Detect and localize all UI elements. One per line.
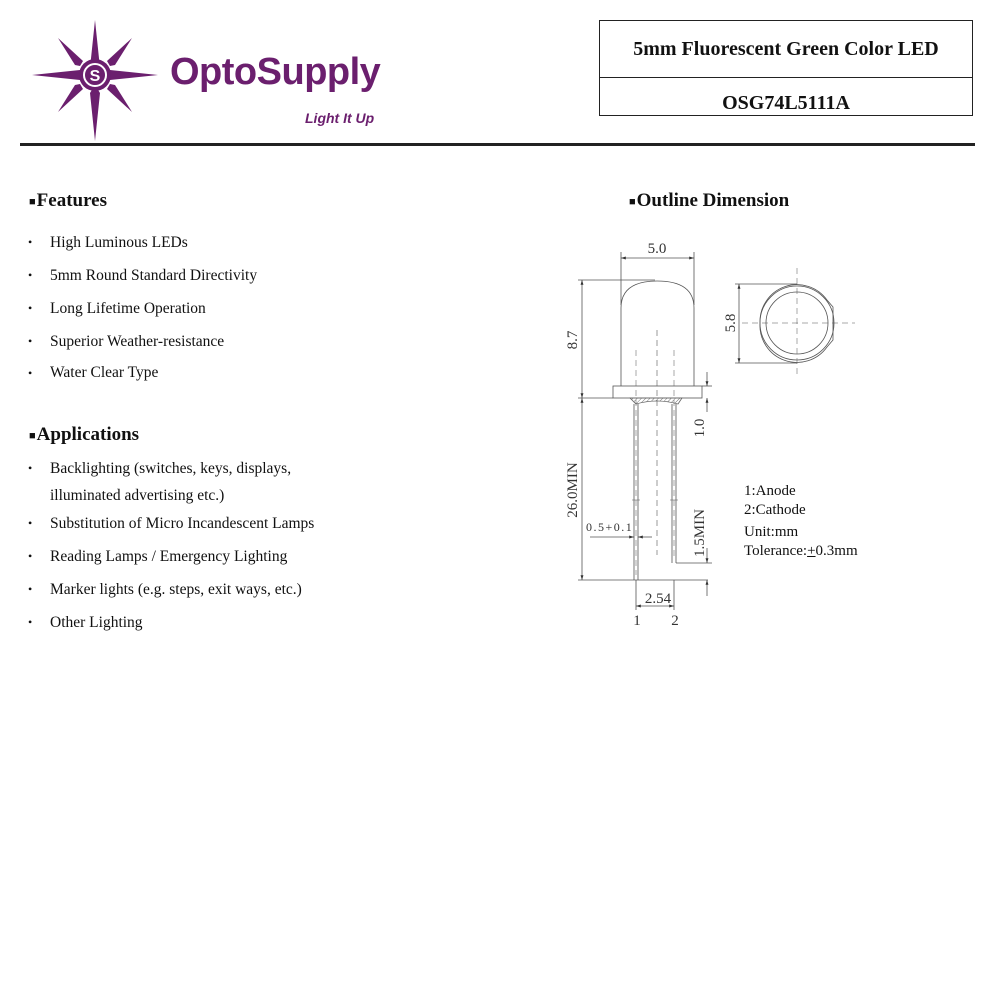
applications-heading: ■Applications — [29, 424, 140, 445]
dim-flange-to-lead: 1.0 — [692, 418, 708, 438]
list-item: • Long Lifetime Operation — [28, 292, 257, 325]
applications-list — [28, 455, 314, 639]
dim-lead-length: 26.0MIN — [565, 462, 581, 518]
pin-1-label: 1 — [633, 613, 641, 629]
brand-name: OptoSupply — [170, 51, 381, 93]
square-bullet-icon: ■ — [29, 430, 36, 442]
part-number: OSG74L5111A — [722, 92, 850, 114]
list-item: • Other Lighting — [28, 606, 314, 639]
product-title: 5mm Fluorescent Green Color LED — [600, 21, 972, 78]
dim-lead-offset: 1.5MIN — [692, 509, 708, 557]
dim-height: 8.7 — [565, 330, 581, 350]
pin2-note: 2:Cathode — [744, 502, 806, 518]
square-bullet-icon: ■ — [629, 196, 636, 208]
pin1-note: 1:Anode — [744, 483, 796, 499]
header-divider — [20, 143, 975, 146]
list-item: • Backlighting (switches, keys, displays, illuminated advertising etc.) — [28, 455, 314, 509]
features-list — [28, 226, 257, 388]
unit-note: Unit:mm — [744, 524, 799, 540]
product-title-box — [599, 20, 973, 116]
list-item: • Water Clear Type — [28, 358, 257, 388]
list-item: • 5mm Round Standard Directivity — [28, 259, 257, 292]
dim-lead-diameter: 0.5+0.1 — [586, 520, 634, 534]
list-item: • Marker lights (e.g. steps, exit ways, etc.) — [28, 573, 314, 606]
dim-pitch: 2.54 — [644, 591, 672, 607]
outline-heading: ■Outline Dimension — [629, 190, 790, 211]
tolerance-note: Tolerance:+0.3mm — [744, 543, 858, 559]
company-logo — [30, 18, 390, 143]
square-bullet-icon: ■ — [29, 196, 36, 208]
compass-star-icon — [30, 18, 160, 143]
led-outline-drawing — [560, 230, 880, 630]
pin-2-label: 2 — [671, 613, 679, 629]
list-item: • Substitution of Micro Incandescent Lamps — [28, 507, 314, 540]
features-heading: ■Features — [29, 190, 108, 211]
pin-notes — [744, 482, 858, 561]
list-item: • Reading Lamps / Emergency Lighting — [28, 540, 314, 573]
svg-text:S: S — [89, 68, 101, 85]
list-item: • Superior Weather-resistance — [28, 325, 257, 358]
tagline: Light It Up — [305, 110, 375, 126]
dim-flange-diameter: 5.8 — [723, 313, 739, 333]
dim-width: 5.0 — [647, 241, 667, 257]
list-item: • High Luminous LEDs — [28, 226, 257, 259]
